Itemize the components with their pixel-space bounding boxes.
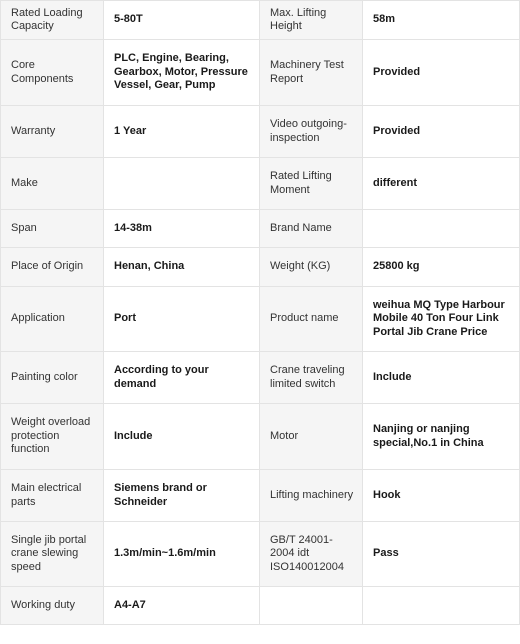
spec-label: Weight overload protection function xyxy=(1,404,104,470)
empty-cell xyxy=(363,587,520,625)
spec-label: Machinery Test Report xyxy=(260,40,363,106)
spec-label: Application xyxy=(1,287,104,352)
spec-value: Siemens brand or Schneider xyxy=(104,470,260,522)
spec-value: PLC, Engine, Bearing, Gearbox, Motor, Pressure Vessel, Gear, Pump xyxy=(104,40,260,106)
spec-value: 58m xyxy=(363,1,520,40)
spec-label: GB/T 24001-2004 idt ISO140012004 xyxy=(260,522,363,587)
spec-label: Rated Lifting Moment xyxy=(260,158,363,210)
spec-label: Max. Lifting Height xyxy=(260,1,363,40)
spec-value: 1 Year xyxy=(104,106,260,158)
table-row xyxy=(1,522,520,587)
spec-value: Port xyxy=(104,287,260,352)
spec-label: Warranty xyxy=(1,106,104,158)
spec-label: Motor xyxy=(260,404,363,470)
table-row xyxy=(1,1,520,40)
spec-label: Lifting machinery xyxy=(260,470,363,522)
spec-value: 1.3m/min~1.6m/min xyxy=(104,522,260,587)
spec-label: Single jib portal crane slewing speed xyxy=(1,522,104,587)
spec-value: According to your demand xyxy=(104,352,260,404)
table-row xyxy=(1,40,520,106)
table-row xyxy=(1,106,520,158)
spec-value xyxy=(104,158,260,210)
spec-label: Painting color xyxy=(1,352,104,404)
table-row xyxy=(1,352,520,404)
table-row xyxy=(1,158,520,210)
spec-label: Span xyxy=(1,210,104,248)
spec-value: Include xyxy=(104,404,260,470)
spec-label: Main electrical parts xyxy=(1,470,104,522)
spec-value: A4-A7 xyxy=(104,587,260,625)
spec-value: weihua MQ Type Harbour Mobile 40 Ton Four Link Portal Jib Crane Price xyxy=(363,287,520,352)
spec-value: different xyxy=(363,158,520,210)
spec-label: Weight (KG) xyxy=(260,248,363,287)
table-row xyxy=(1,587,520,625)
table-row xyxy=(1,470,520,522)
spec-label: Core Components xyxy=(1,40,104,106)
spec-value xyxy=(363,210,520,248)
spec-value: Provided xyxy=(363,106,520,158)
spec-value: Include xyxy=(363,352,520,404)
table-row xyxy=(1,287,520,352)
spec-label: Working duty xyxy=(1,587,104,625)
spec-label: Rated Loading Capacity xyxy=(1,1,104,40)
spec-value: Henan, China xyxy=(104,248,260,287)
spec-value: Pass xyxy=(363,522,520,587)
spec-value: 14-38m xyxy=(104,210,260,248)
spec-label: Product name xyxy=(260,287,363,352)
table-row xyxy=(1,248,520,287)
spec-value: 5-80T xyxy=(104,1,260,40)
spec-label: Video outgoing-inspection xyxy=(260,106,363,158)
spec-label: Make xyxy=(1,158,104,210)
spec-label: Brand Name xyxy=(260,210,363,248)
table-row xyxy=(1,404,520,470)
spec-label: Crane traveling limited switch xyxy=(260,352,363,404)
spec-value: Nanjing or nanjing special,No.1 in China xyxy=(363,404,520,470)
spec-label: Place of Origin xyxy=(1,248,104,287)
table-row xyxy=(1,210,520,248)
spec-value: 25800 kg xyxy=(363,248,520,287)
spec-value: Hook xyxy=(363,470,520,522)
empty-cell xyxy=(260,587,363,625)
spec-value: Provided xyxy=(363,40,520,106)
